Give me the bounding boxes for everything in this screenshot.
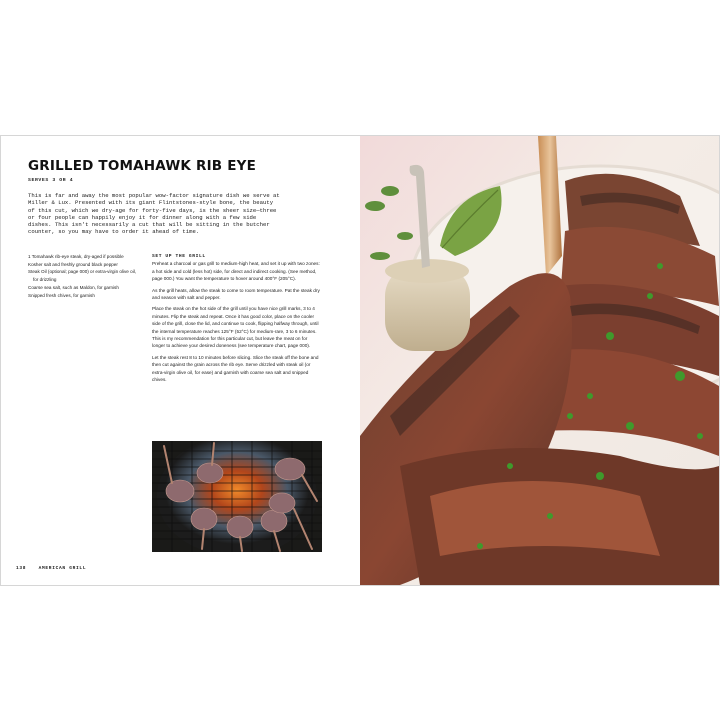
method-paragraph: As the grill heats, allow the steak to come to room temperature. Pat the steak dry and season with salt and pepper. xyxy=(152,287,320,301)
method-paragraph: Place the steak on the hot side of the grill until you have nice grill marks, 3 to 4 minutes. Flip the steak and repeat. Once it has good color, place on the cooler side of the grill, close the lid, and continue to cook, flipping halfway through, until the internal temperature reaches 125°F (52°C) for medium-rare, 3 to 6 minutes. This is my recommendation for this particular cut, but leave the meat on for longer to achieve your desired doneness (see temperature chart, page 000). xyxy=(152,306,319,349)
tomahawk-steak-image xyxy=(360,136,719,585)
book-spread xyxy=(0,135,720,586)
method-paragraph: Let the steak rest 8 to 10 minutes before slicing. Slice the steak off the bone and then cut against the grain across the rib eye. Serve drizzled with steak oil (or extra-virgin olive oil, for ease) and garnish with coarse sea salt and snipped chives. xyxy=(152,354,319,383)
recipe-headnote: This is far and away the most popular wow-factor signature dish we serve at Miller & Lux. Presented with its giant Flintstones-style bone, the beauty of this cut, which we dry-age for forty-five days, is the sheer size—three or four people can happily enjoy it for dinner along with a few side dishes. This isn't necessarily a cut that will be sitting in the butcher counter, so you may have to order it ahead of time. xyxy=(28,192,280,236)
serves-line: SERVES 3 OR 4 xyxy=(28,178,74,183)
book-title: AMERICAN GRILL xyxy=(38,566,87,571)
page-footer xyxy=(16,566,86,571)
ingredient-item: Kosher salt and freshly ground black pepper xyxy=(28,261,118,267)
grill-steaks-image xyxy=(152,441,322,552)
ingredient-item: Snipped fresh chives, for garnish xyxy=(28,292,95,298)
left-page xyxy=(0,136,360,585)
ingredient-item: 1 Tomahawk rib-eye steak, dry-aged if possible xyxy=(28,254,124,259)
recipe-title: GRILLED TOMAHAWK RIB EYE xyxy=(28,158,257,174)
right-page-hero-photo xyxy=(360,136,719,585)
ingredient-list xyxy=(28,253,140,299)
ingredient-item: Steak Oil (optional; page 000) or extra-virgin olive oil, for drizzling xyxy=(28,269,137,283)
ingredient-item: Coarse sea salt, such as Maldon, for garnish xyxy=(28,284,119,290)
page-number: 138 xyxy=(16,566,27,571)
method-paragraph: Preheat a charcoal or gas grill to medium-high heat, and set it up with two zones: a hot side and cold (less hot) side, for direct and indirect cooking. (See method, page 000.) You want the temperature to hover around 400°F (205°C). xyxy=(152,261,320,282)
grill-photo xyxy=(152,441,322,552)
method-heading: SET UP THE GRILL xyxy=(152,254,206,259)
method-section xyxy=(152,253,320,388)
